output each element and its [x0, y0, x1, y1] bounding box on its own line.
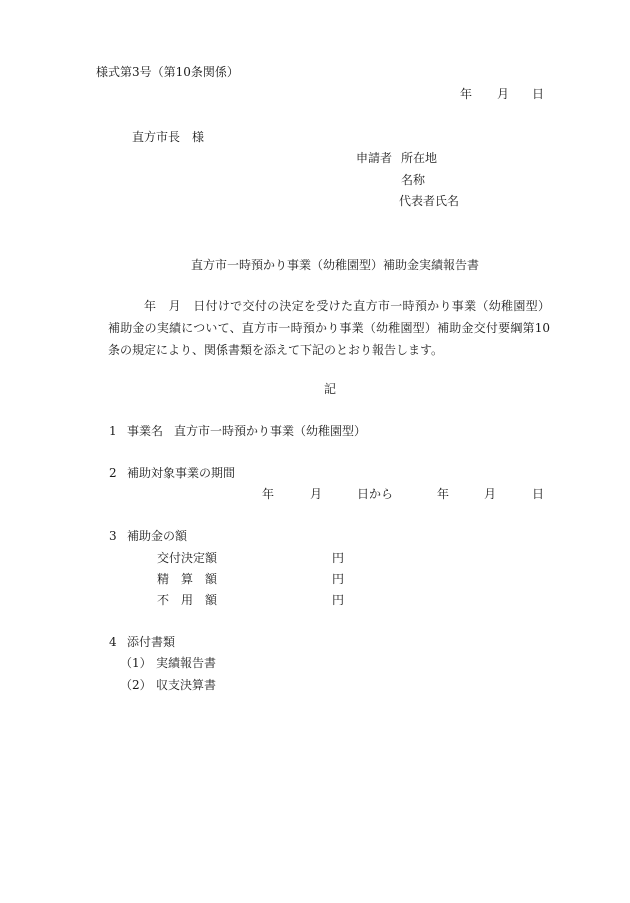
attachment-number: （1） [120, 656, 152, 670]
amount-row-unit: 円 [332, 572, 345, 586]
section4-label: 添付書類 [127, 635, 176, 649]
period-from-year: 年 [262, 487, 275, 501]
amount-row-unit: 円 [332, 551, 345, 565]
period-to-day: 日 [532, 487, 545, 501]
amount-row-label: 不 用 額 [157, 593, 218, 607]
period-to-month: 月 [484, 487, 497, 501]
applicant-name: 名称 [401, 173, 426, 187]
date-month: 月 [497, 87, 510, 101]
section1-value: 直方市一時預かり事業（幼稚園型） [174, 424, 367, 438]
section2-label: 補助対象事業の期間 [127, 466, 236, 480]
document-title: 直方市一時預かり事業（幼稚園型）補助金実績報告書 [191, 258, 480, 272]
period-from-day: 日から [357, 487, 394, 501]
section1-number: 1 [109, 424, 117, 438]
attachment-item: 収支決算書 [156, 678, 217, 692]
body-paragraph: 年 月 日付けで交付の決定を受けた直方市一時預かり事業（幼稚園型）補助金の実績について、直方市一時預かり事業（幼稚園型）補助金交付要綱第10条の規定により、関係書類を添えて下記のとおり報告します。 [108, 299, 550, 357]
amount-row-label: 精 算 額 [157, 572, 218, 586]
applicant-label: 申請者 [356, 151, 393, 165]
section3-number: 3 [109, 529, 117, 543]
attachment-number: （2） [120, 678, 152, 692]
section2-number: 2 [109, 466, 117, 480]
period-from-month: 月 [310, 487, 323, 501]
form-number: 様式第3号（第10条関係） [96, 65, 239, 79]
ki-heading: 記 [324, 382, 337, 396]
period-to-year: 年 [437, 487, 450, 501]
applicant-address: 所在地 [401, 151, 438, 165]
section1-label: 事業名 [127, 424, 164, 438]
applicant-representative: 代表者氏名 [399, 194, 460, 208]
amount-row-label: 交付決定額 [157, 551, 218, 565]
attachment-item: 実績報告書 [156, 656, 217, 670]
section4-number: 4 [109, 635, 117, 649]
section3-label: 補助金の額 [127, 529, 188, 543]
amount-row-unit: 円 [332, 593, 345, 607]
addressee: 直方市長 様 [132, 130, 205, 144]
date-year: 年 [460, 87, 473, 101]
date-day: 日 [532, 87, 545, 101]
